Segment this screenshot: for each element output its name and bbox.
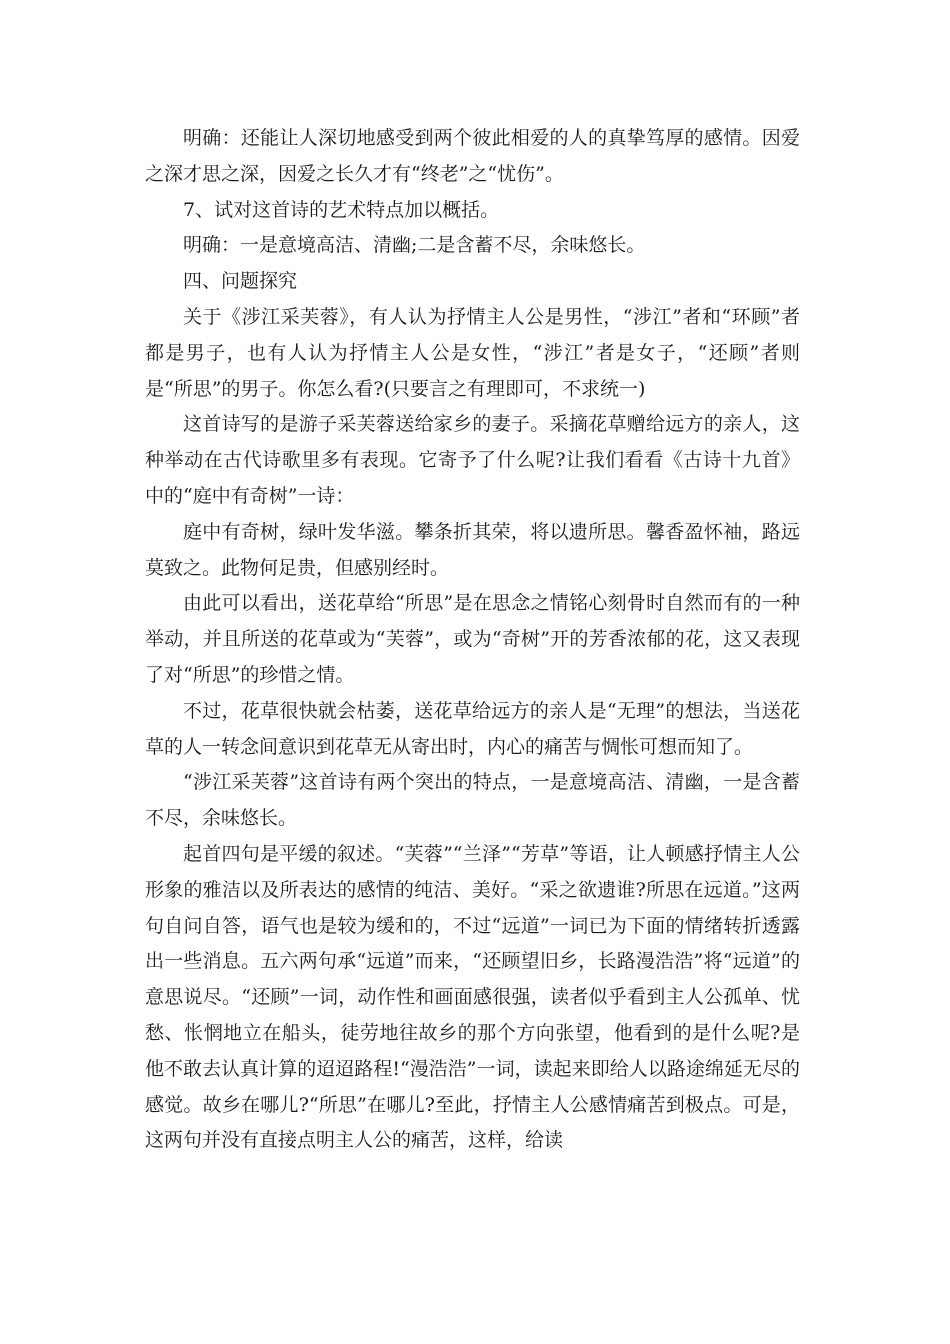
- paragraph-gift-meaning: 由此可以看出，送花草给“所思”是在思念之情铭心刻骨时自然而有的一种举动，并且所送的花草或为“芙蓉”，或为“奇树”开的芳香浓郁的花，这又表现了对“所思”的珍惜之情。: [145, 592, 800, 686]
- paragraph-wanderer-gift: 这首诗写的是游子采芙蓉送给家乡的妻子。采摘花草赠给远方的亲人，这种举动在古代诗歌里多有表现。它寄予了什么呢?让我们看看《古诗十九首》中的“庭中有奇树”一诗：: [145, 413, 800, 507]
- paragraph-answer-feeling: 明确：还能让人深切地感受到两个彼此相爱的人的真挚笃厚的感情。因爱之深才思之深，因爱之长久才有“终老”之“忧伤”。: [145, 127, 800, 185]
- document-body: [145, 121, 800, 1159]
- paragraph-answer-artistic-features: 明确：一是意境高洁、清幽;二是含蓄不尽，余味悠长。: [183, 234, 646, 257]
- section-heading-problem-inquiry: 四、问题探究: [183, 270, 298, 293]
- paragraph-flowers-wither: 不过，花草很快就会枯萎，送花草给远方的亲人是“无理”的想法，当送花草的人一转念间意识到花草无从寄出时，内心的痛苦与惆怅可想而知了。: [145, 699, 800, 758]
- paragraph-poem-quote: 庭中有奇树，绿叶发华滋。攀条折其荣，将以遗所思。馨香盈怀袖，路远莫致之。此物何足贵，但感别经时。: [145, 520, 800, 579]
- paragraph-two-features: “涉江采芙蓉”这首诗有两个突出的特点，一是意境高洁、清幽，一是含蓄不尽，余味悠长。: [145, 771, 800, 830]
- paragraph-opening-analysis: 起首四句是平缓的叙述。“芙蓉”“兰泽”“芳草”等语，让人顿感抒情主人公形象的雅洁以及所表达的感情的纯洁、美好。“采之欲遗谁?所思在远道。”这两句自问自答，语气也是较为缓和的，不过“远道”一词已为下面的情绪转折透露出一些消息。五六两句承“远道”而来，“还顾望旧乡，长路漫浩浩”将“远道”的意思说尽。“还顾”一词，动作性和画面感很强，读者似乎看到主人公孤单、忧愁、怅惘地立在船头，徒劳地往故乡的那个方向张望，他看到的是什么呢?是他不敢去认真计算的迢迢路程!“漫浩浩”一词，读起来即给人以路途绵延无尽的感觉。故乡在哪儿?“所思”在哪儿?至此，抒情主人公感情痛苦到极点。可是，这两句并没有直接点明主人公的痛苦，这样，给读: [145, 842, 800, 1152]
- paragraph-question-7: 7、试对这首诗的艺术特点加以概括。: [183, 198, 500, 221]
- paragraph-narrator-gender: 关于《涉江采芙蓉》，有人认为抒情主人公是男性，“涉江”者和“环顾”者都是男子，也有人认为抒情主人公是女性，“涉江”者是女子，“还顾”者则是“所思”的男子。你怎么看?(只要言之有理即可，不求统一): [145, 305, 800, 400]
